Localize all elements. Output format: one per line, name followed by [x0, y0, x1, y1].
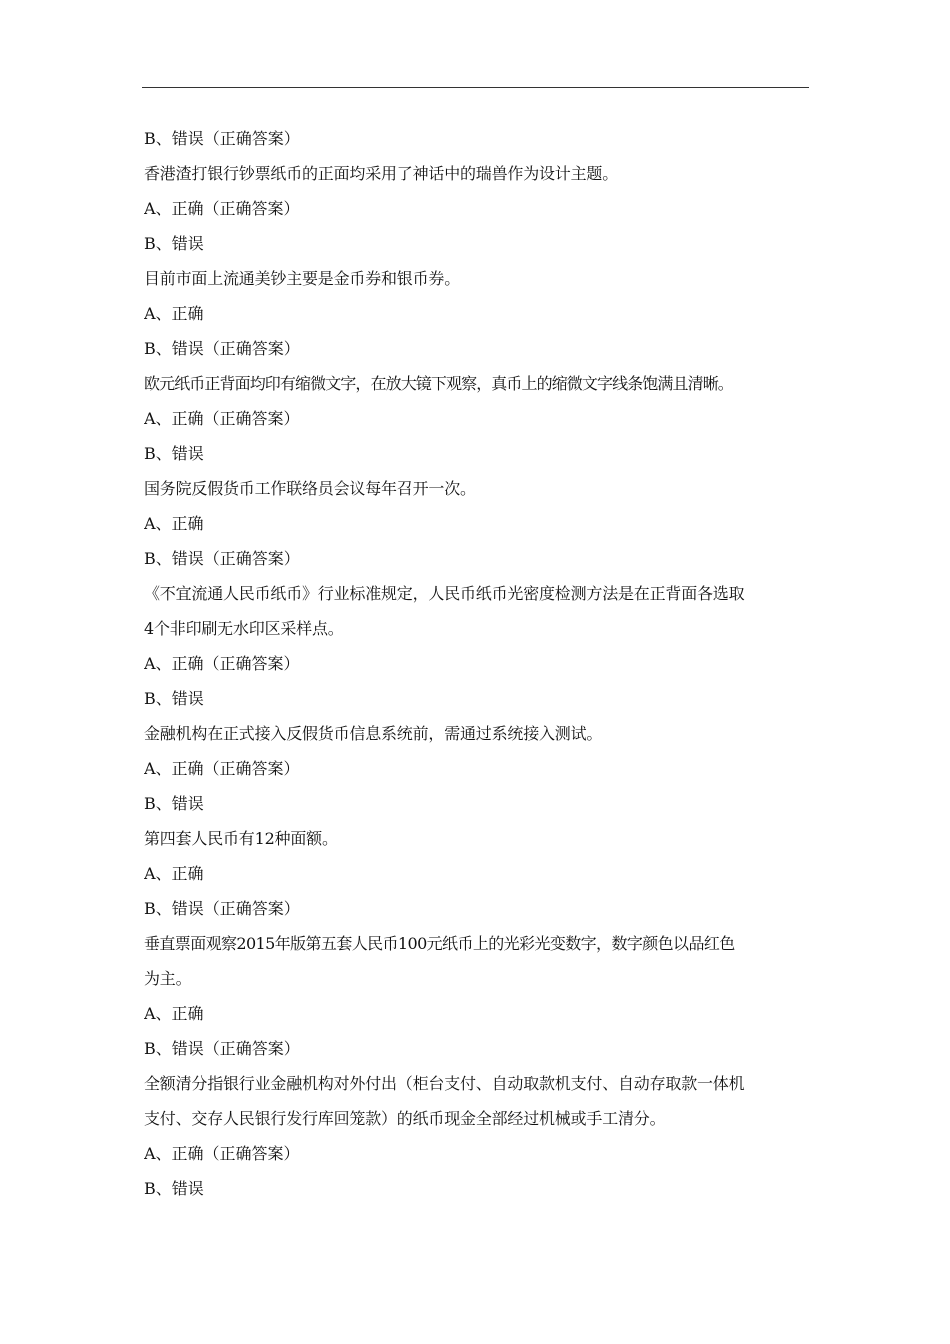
answer-option: B、错误（正确答案） [144, 339, 300, 358]
answer-option: B、错误（正确答案） [144, 549, 300, 568]
question-text: 全额清分指银行业金融机构对外付出（柜台支付、自动取款机支付、自动存取款一体机 [144, 1074, 745, 1093]
header-rule [142, 87, 809, 88]
answer-option: A、正确（正确答案） [144, 1144, 300, 1163]
question-text: 欧元纸币正背面均印有缩微文字，在放大镜下观察，真币上的缩微文字线条饱满且清晰。 [144, 374, 733, 393]
question-text-continued: 4个非印刷无水印区采样点。 [144, 619, 344, 638]
question-text: 国务院反假货币工作联络员会议每年召开一次。 [144, 479, 476, 498]
answer-option: B、错误（正确答案） [144, 1039, 300, 1058]
question-text-continued: 支付、交存人民银行发行库回笼款）的纸币现金全部经过机械或手工清分。 [144, 1109, 666, 1128]
answer-option: B、错误（正确答案） [144, 899, 300, 918]
answer-option: B、错误（正确答案） [144, 129, 300, 148]
answer-option: B、错误 [144, 1179, 204, 1198]
answer-option: A、正确 [144, 304, 204, 323]
answer-option: B、错误 [144, 794, 204, 813]
answer-option: A、正确 [144, 514, 204, 533]
answer-option: A、正确（正确答案） [144, 759, 300, 778]
question-text: 垂直票面观察2015年版第五套人民币100元纸币上的光彩光变数字，数字颜色以品红色 [144, 934, 735, 953]
answer-option: A、正确（正确答案） [144, 199, 300, 218]
question-text-continued: 为主。 [144, 969, 192, 988]
question-text: 金融机构在正式接入反假货币信息系统前，需通过系统接入测试。 [144, 724, 603, 743]
question-text: 第四套人民币有12种面额。 [144, 829, 338, 848]
answer-option: A、正确（正确答案） [144, 654, 300, 673]
answer-option: B、错误 [144, 234, 204, 253]
answer-option: B、错误 [144, 689, 204, 708]
question-text: 香港渣打银行钞票纸币的正面均采用了神话中的瑞兽作为设计主题。 [144, 164, 619, 183]
question-text: 目前市面上流通美钞主要是金币券和银币券。 [144, 269, 461, 288]
document-content [144, 121, 810, 1206]
answer-option: A、正确 [144, 1004, 204, 1023]
answer-option: A、正确（正确答案） [144, 409, 300, 428]
answer-option: A、正确 [144, 864, 204, 883]
question-text: 《不宜流通人民币纸币》行业标准规定，人民币纸币光密度检测方法是在正背面各选取 [144, 584, 745, 603]
answer-option: B、错误 [144, 444, 204, 463]
